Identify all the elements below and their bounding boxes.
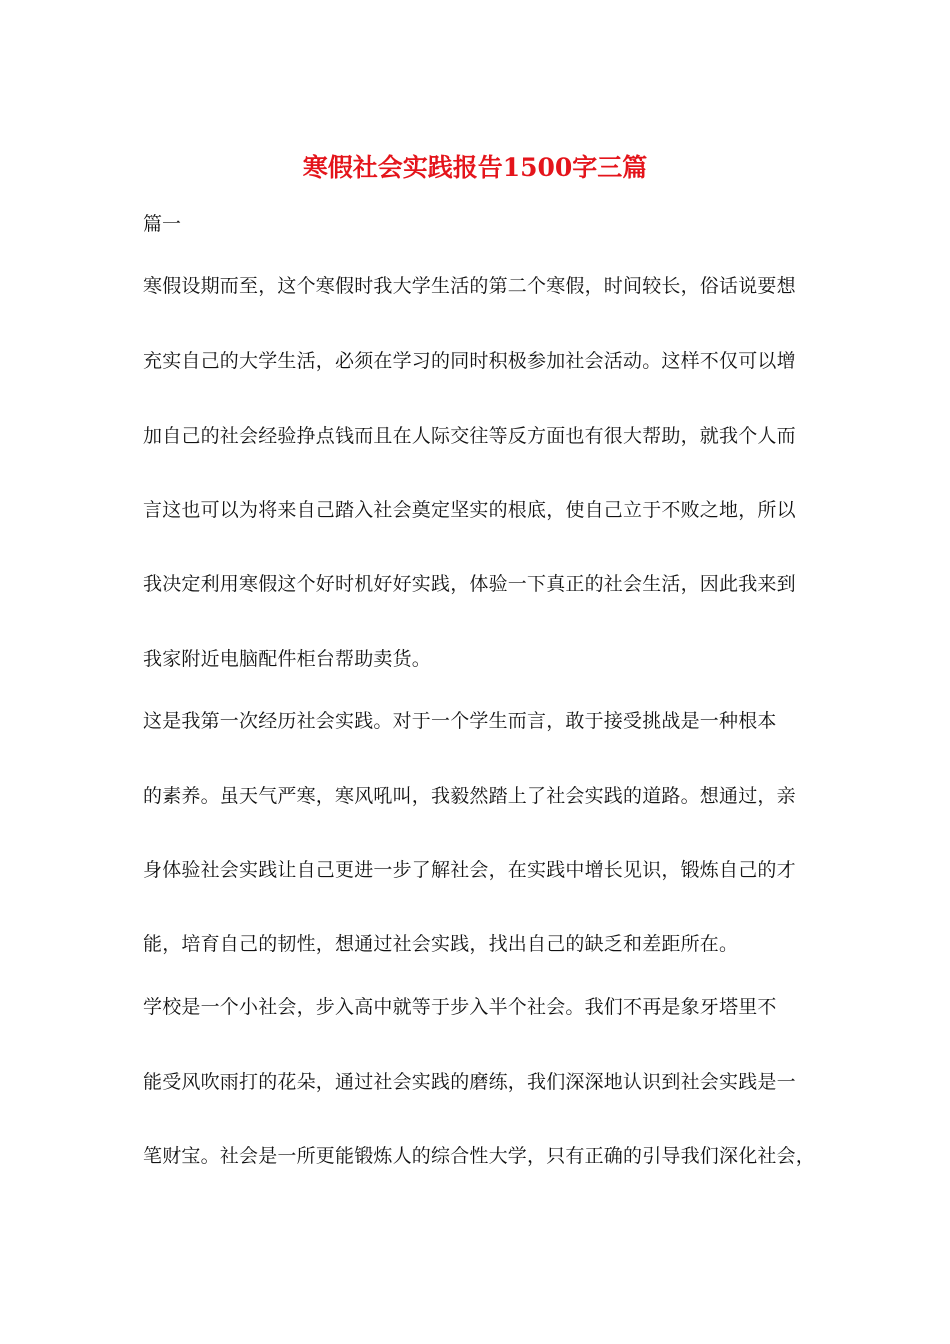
document-title: 寒假社会实践报告1500字三篇 bbox=[302, 153, 648, 182]
text-line: 我决定利用寒假这个好时机好好实践，体验一下真正的社会生活，因此我来到 bbox=[143, 573, 796, 595]
text-line: 笔财宝。社会是一所更能锻炼人的综合性大学，只有正确的引导我们深化社会， bbox=[143, 1145, 816, 1167]
text-line: 的素养。虽天气严寒，寒风吼叫，我毅然踏上了社会实践的道路。想通过，亲 bbox=[143, 785, 796, 807]
section-heading: 篇一 bbox=[143, 213, 182, 235]
text-line: 加自己的社会经验挣点钱而且在人际交往等反方面也有很大帮助，就我个人而 bbox=[143, 425, 796, 447]
text-line: 充实自己的大学生活，必须在学习的同时积极参加社会活动。这样不仅可以增 bbox=[143, 350, 796, 372]
text-line: 学校是一个小社会，步入高中就等于步入半个社会。我们不再是象牙塔里不 bbox=[143, 996, 777, 1018]
text-line: 寒假设期而至，这个寒假时我大学生活的第二个寒假，时间较长，俗话说要想 bbox=[143, 275, 796, 297]
text-line: 这是我第一次经历社会实践。对于一个学生而言，敢于接受挑战是一种根本 bbox=[143, 710, 777, 732]
text-line: 能受风吹雨打的花朵，通过社会实践的磨练，我们深深地认识到社会实践是一 bbox=[143, 1071, 796, 1093]
text-line: 能，培育自己的韧性，想通过社会实践，找出自己的缺乏和差距所在。 bbox=[143, 933, 739, 955]
text-line: 言这也可以为将来自己踏入社会奠定坚实的根底，使自己立于不败之地，所以 bbox=[143, 499, 796, 521]
text-line: 身体验社会实践让自己更进一步了解社会，在实践中增长见识，锻炼自己的才 bbox=[143, 859, 796, 881]
text-line: 我家附近电脑配件柜台帮助卖货。 bbox=[143, 648, 432, 670]
